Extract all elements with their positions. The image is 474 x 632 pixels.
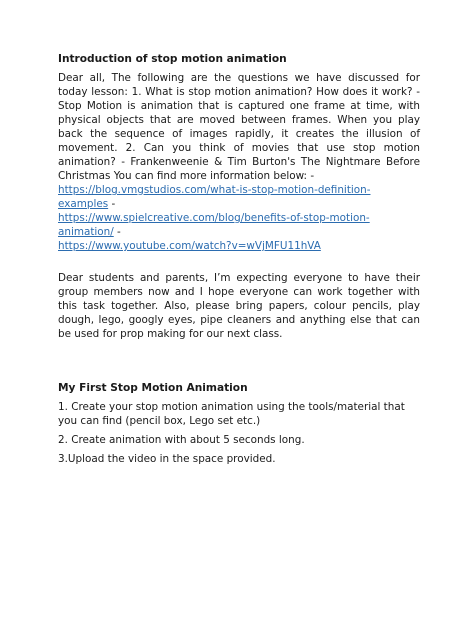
list-item: 3.Upload the video in the space provided. [58,453,276,465]
spacer [58,253,420,271]
intro-heading: Introduction of stop motion animation [58,53,287,65]
link-spielcreative[interactable]: https://www.spielcreative.com/blog/benefits-of-stop-motion-animation/ [58,212,370,238]
link-separator: - [108,198,116,210]
link-youtube[interactable]: https://www.youtube.com/watch?v=wVjMFU11hVA [58,240,321,252]
list-item: 2. Create animation with about 5 seconds long. [58,434,305,446]
document-page [58,52,420,471]
spacer [58,341,420,381]
list-item: 1. Create your stop motion animation using the tools/material that you can find (pencil box, Lego set etc.) [58,401,405,427]
intro-text: Dear all, The following are the questions we have discussed for today lesson: 1. What is stop motion animation? How does it work? -Stop Motion is animation that is captured one frame at time, with physical objects that are moved between frames. When you play back the sequence of images rapidly, it creates the illusion of movement. 2. Can you think of movies that use stop motion animation? - Frankenweenie & Tim Burton's The Nightmare Before Christmas You can find more information below: - [58,72,420,182]
parents-paragraph: Dear students and parents, I’m expecting everyone to have their group members now and I hope everyone can work together with this task together. Also, please bring papers, colour pencils, play dough, lego, googly eyes, pipe cleaners and anything else that can be used for prop making for our next class. [58,272,420,340]
link-vmgstudios[interactable]: https://blog.vmgstudios.com/what-is-stop-motion-definition-examples [58,184,371,210]
assignment-heading: My First Stop Motion Animation [58,382,248,394]
link-separator: - [113,226,121,238]
intro-paragraph [58,71,420,253]
